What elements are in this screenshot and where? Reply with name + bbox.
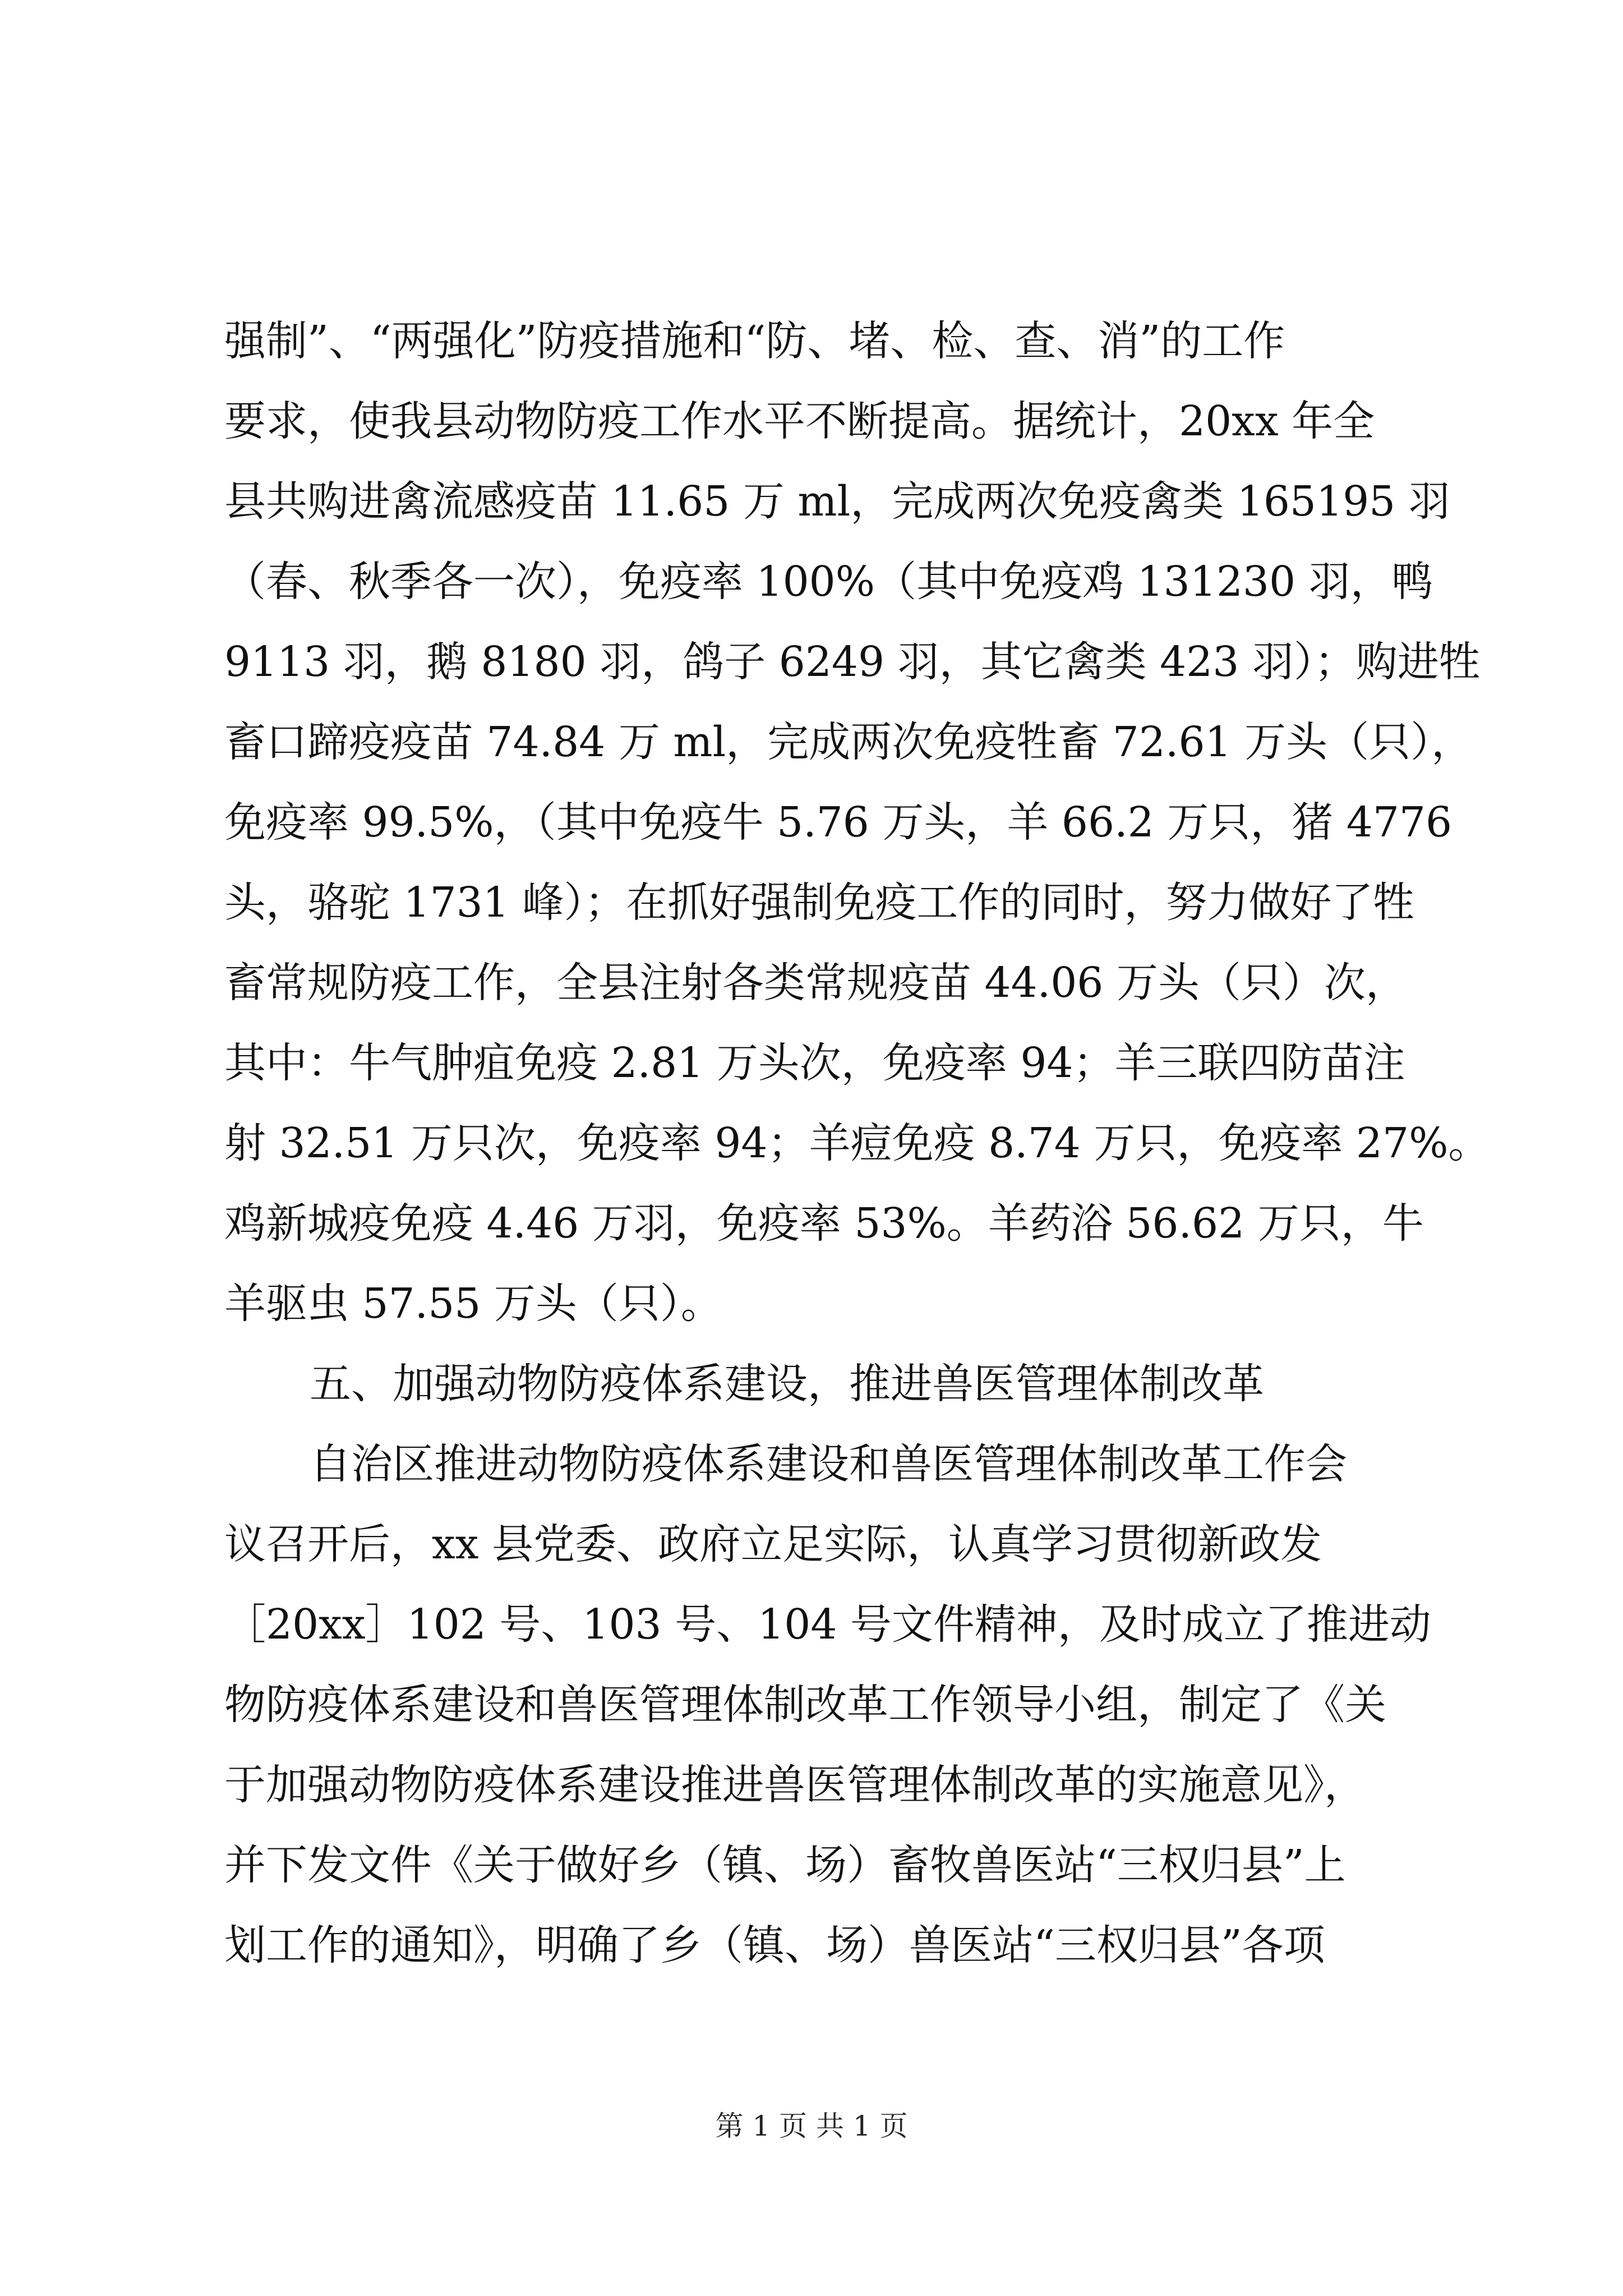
body-line-9: 畜常规防疫工作，全县注射各类常规疫苗 44.06 万头（只）次， <box>224 959 1407 1007</box>
body-line-4: （春、秋季各一次），免疫率 100%（其中免疫鸡 131230 羽，鸭 <box>224 558 1433 606</box>
section-heading: 五、加强动物防疫体系建设，推进兽医管理体制改革 <box>310 1360 1264 1408</box>
body-line-19: 于加强动物防疫体系建设推进兽医管理体制改革的实施意见》， <box>224 1761 1366 1809</box>
body-line-3: 县共购进禽流感疫苗 11.65 万 ml，完成两次免疫禽类 165195 羽 <box>224 477 1450 526</box>
body-line-20: 并下发文件《关于做好乡（镇、场）畜牧兽医站“三权归县”上 <box>224 1841 1346 1889</box>
page-footer: 第 1 页 共 1 页 <box>715 2110 908 2142</box>
body-line-5: 9113 羽，鹅 8180 羽，鸽子 6249 羽，其它禽类 423 羽）；购进牲 <box>224 638 1481 686</box>
body-line-12: 鸡新城疫免疫 4.46 万羽，免疫率 53%。羊药浴 56.62 万只，牛 <box>224 1199 1424 1248</box>
body-line-18: 物防疫体系建设和兽医管理体制改革工作领导小组，制定了《关 <box>224 1681 1386 1729</box>
body-line-10: 其中：牛气肿疽免疫 2.81 万头次，免疫率 94；羊三联四防苗注 <box>224 1039 1405 1087</box>
body-line-7: 免疫率 99.5%，（其中免疫牛 5.76 万头，羊 66.2 万只，猪 4776 <box>224 798 1453 846</box>
body-line-8: 头，骆驼 1731 峰）；在抓好强制免疫工作的同时，努力做好了牲 <box>224 878 1415 927</box>
body-line-15: 自治区推进动物防疫体系建设和兽医管理体制改革工作会 <box>310 1440 1347 1488</box>
body-line-1: 强制”、“两强化”防疫措施和“防、堵、检、查、消”的工作 <box>224 317 1285 365</box>
body-line-2: 要求，使我县动物防疫工作水平不断提高。据统计，20xx 年全 <box>224 397 1375 445</box>
body-line-13: 羊驱虫 57.55 万头（只）。 <box>224 1280 722 1328</box>
body-line-17: ［20xx］102 号、103 号、104 号文件精神，及时成立了推进动 <box>224 1600 1431 1649</box>
body-line-11: 射 32.51 万只次，免疫率 94；羊痘免疫 8.74 万只，免疫率 27%。 <box>224 1119 1490 1167</box>
body-line-16: 议召开后，xx 县党委、政府立足实际，认真学习贯彻新政发 <box>224 1520 1322 1568</box>
body-line-6: 畜口蹄疫疫苗 74.84 万 ml，完成两次免疫牲畜 72.61 万头（只）， <box>224 718 1473 766</box>
body-line-21: 划工作的通知》，明确了乡（镇、场）兽医站“三权归县”各项 <box>224 1921 1325 1970</box>
